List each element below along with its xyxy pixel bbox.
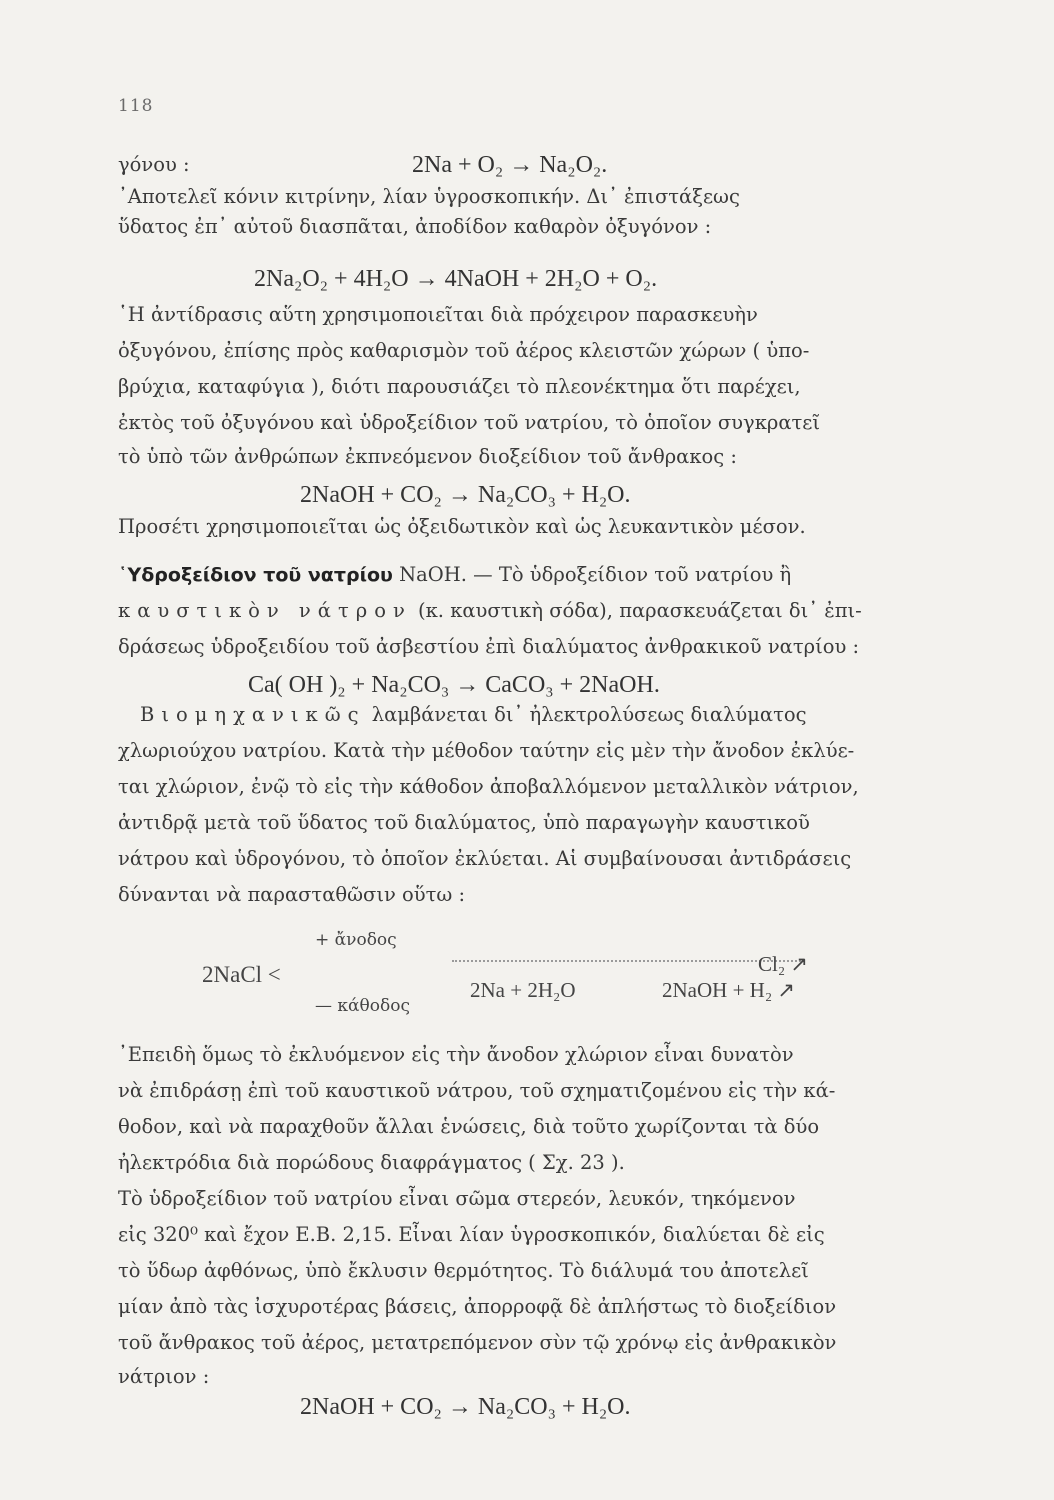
- text-line: νάτρου καὶ ὑδρογόνου, τὸ ὁποῖον ἐκλύεται. Αἱ συμβαίνουσαι ἀντιδράσεις: [118, 847, 852, 870]
- text-line: ὀξυγόνου, ἐπίσης πρὸς καθαρισμὸν τοῦ ἀέρος κλειστῶν χώρων ( ὑπο-: [118, 339, 810, 362]
- spaced-term: Βιομηχανικῶς: [140, 703, 366, 726]
- text-line: βρύχια, καταφύγια ), διότι παρουσιάζει τὸ πλεονέκτημα ὅτι παρέχει,: [118, 375, 801, 398]
- text-line: Τὸ ὑδροξείδιον τοῦ νατρίου εἶναι σῶμα στερεόν, λευκόν, τηκόμενον: [118, 1187, 796, 1210]
- text-line: ᾿Αποτελεῖ κόνιν κιτρίνην, λίαν ὑγροσκοπικήν. Δι᾿ ἐπιστάξεως: [118, 185, 740, 208]
- text-line: τοῦ ἄνθρακος τοῦ ἀέρος, μετατρεπόμενον σὺν τῷ χρόνῳ εἰς ἀνθρακικὸν: [118, 1331, 837, 1354]
- text-span: NaOH. — Τὸ ὑδροξείδιον τοῦ νατρίου ἢ: [392, 563, 792, 586]
- text-line: νάτριον :: [118, 1365, 210, 1388]
- text-line: χλωριούχου νατρίου. Κατὰ τὴν μέθοδον ταύτην εἰς μὲν τὴν ἄνοδον ἐκλύε-: [118, 739, 855, 762]
- text-line: ῾Η ἀντίδρασις αὕτη χρησιμοποιεῖται διὰ πρόχειρον παρασκευὴν: [118, 303, 758, 326]
- equation-naoh-co2-final: 2NaOH + CO₂ → Na₂CO₃ + H₂O.: [300, 1394, 631, 1420]
- section-heading-line: [118, 560, 960, 590]
- cathode-products: 2NaOH + H₂ ↗: [662, 978, 795, 1002]
- text-line: νὰ ἐπιδράσῃ ἐπὶ τοῦ καυστικοῦ νάτρου, τοῦ σχηματιζομένου εἰς τὴν κά-: [118, 1079, 836, 1102]
- text-line: ἀντιδρᾷ μετὰ τοῦ ὕδατος τοῦ διαλύματος, ὑπὸ παραγωγὴν καυστικοῦ: [118, 811, 810, 834]
- text-line: ὕδατος ἐπ᾿ αὐτοῦ διασπᾶται, ἀποδίδον καθαρὸν ὀξυγόνον :: [118, 215, 712, 238]
- text-line: ἠλεκτρόδια διὰ πορώδους διαφράγματος ( Σχ. 23 ).: [118, 1151, 625, 1174]
- text-line: τὸ ὑπὸ τῶν ἀνθρώπων ἐκπνεόμενον διοξείδιον τοῦ ἄνθρακος :: [118, 445, 737, 468]
- text-line: μίαν ἀπὸ τὰς ἰσχυροτέρας βάσεις, ἀπορροφᾷ δὲ ἀπλήστως τὸ διοξείδιον: [118, 1295, 837, 1318]
- spaced-term: καυστικὸν νάτρον: [118, 599, 412, 622]
- reactant-label: 2NaCl <: [202, 962, 281, 987]
- text-line: τὸ ὕδωρ ἀφθόνως, ὑπὸ ἔκλυσιν θερμότητος. Τὸ διάλυμά του ἀποτελεῖ: [118, 1259, 809, 1282]
- text-span: (κ. καυστικὴ σόδα), παρασκευάζεται δι᾿ ἐπι-: [411, 599, 862, 622]
- cathode-reaction: 2Na + 2H₂O: [470, 978, 576, 1002]
- chlorine-product: Cl₂ ↗: [758, 952, 809, 976]
- text-line: [118, 700, 960, 730]
- text-line: δύνανται νὰ παρασταθῶσιν οὕτω :: [118, 883, 466, 906]
- section-heading: ῾Υδροξείδιον τοῦ νατρίου: [118, 564, 393, 586]
- text-span: λαμβάνεται δι᾿ ἠλεκτρολύσεως διαλύματος: [365, 703, 807, 726]
- anode-label: + ἄνοδος: [315, 930, 397, 950]
- cathode-label: — κάθοδος: [315, 996, 410, 1016]
- equation-sodium-peroxide: 2Na + O₂ → Na₂O₂.: [412, 152, 608, 178]
- text-line: ᾿Επειδὴ ὅμως τὸ ἐκλυόμενον εἰς τὴν ἄνοδον χλώριον εἶναι δυνατὸν: [118, 1043, 794, 1066]
- text-line: δράσεως ὑδροξειδίου τοῦ ἀσβεστίου ἐπὶ διαλύματος ἀνθρακικοῦ νατρίου :: [118, 635, 860, 658]
- page-number: 118: [118, 96, 154, 116]
- text-line: [118, 596, 960, 626]
- divider-line: [452, 960, 804, 962]
- text-line: Προσέτι χρησιμοποιεῖται ὡς ὀξειδωτικὸν καὶ ὡς λευκαντικὸν μέσον.: [118, 515, 806, 538]
- text-line: γόνου :: [118, 153, 190, 176]
- equation-lime-soda: Ca( OH )₂ + Na₂CO₃ → CaCO₃ + 2NaOH.: [248, 672, 660, 698]
- text-line: θοδον, καὶ νὰ παραχθοῦν ἄλλαι ἑνώσεις, διὰ τοῦτο χωρίζονται τὰ δύο: [118, 1115, 820, 1138]
- text-line: εἰς 320⁰ καὶ ἔχον Ε.Β. 2,15. Εἶναι λίαν ὑγροσκοπικόν, διαλύεται δὲ εἰς: [118, 1223, 825, 1246]
- equation-naoh-co2: 2NaOH + CO₂ → Na₂CO₃ + H₂O.: [300, 482, 631, 508]
- equation-peroxide-water: 2Na₂O₂ + 4H₂O → 4NaOH + 2H₂O + O₂.: [254, 266, 658, 292]
- text-line: ται χλώριον, ἐνῷ τὸ εἰς τὴν κάθοδον ἀποβαλλόμενον μεταλλικὸν νάτριον,: [118, 775, 859, 798]
- text-line: ἐκτὸς τοῦ ὀξυγόνου καὶ ὑδροξείδιον τοῦ νατρίου, τὸ ὁποῖον συγκρατεῖ: [118, 411, 821, 434]
